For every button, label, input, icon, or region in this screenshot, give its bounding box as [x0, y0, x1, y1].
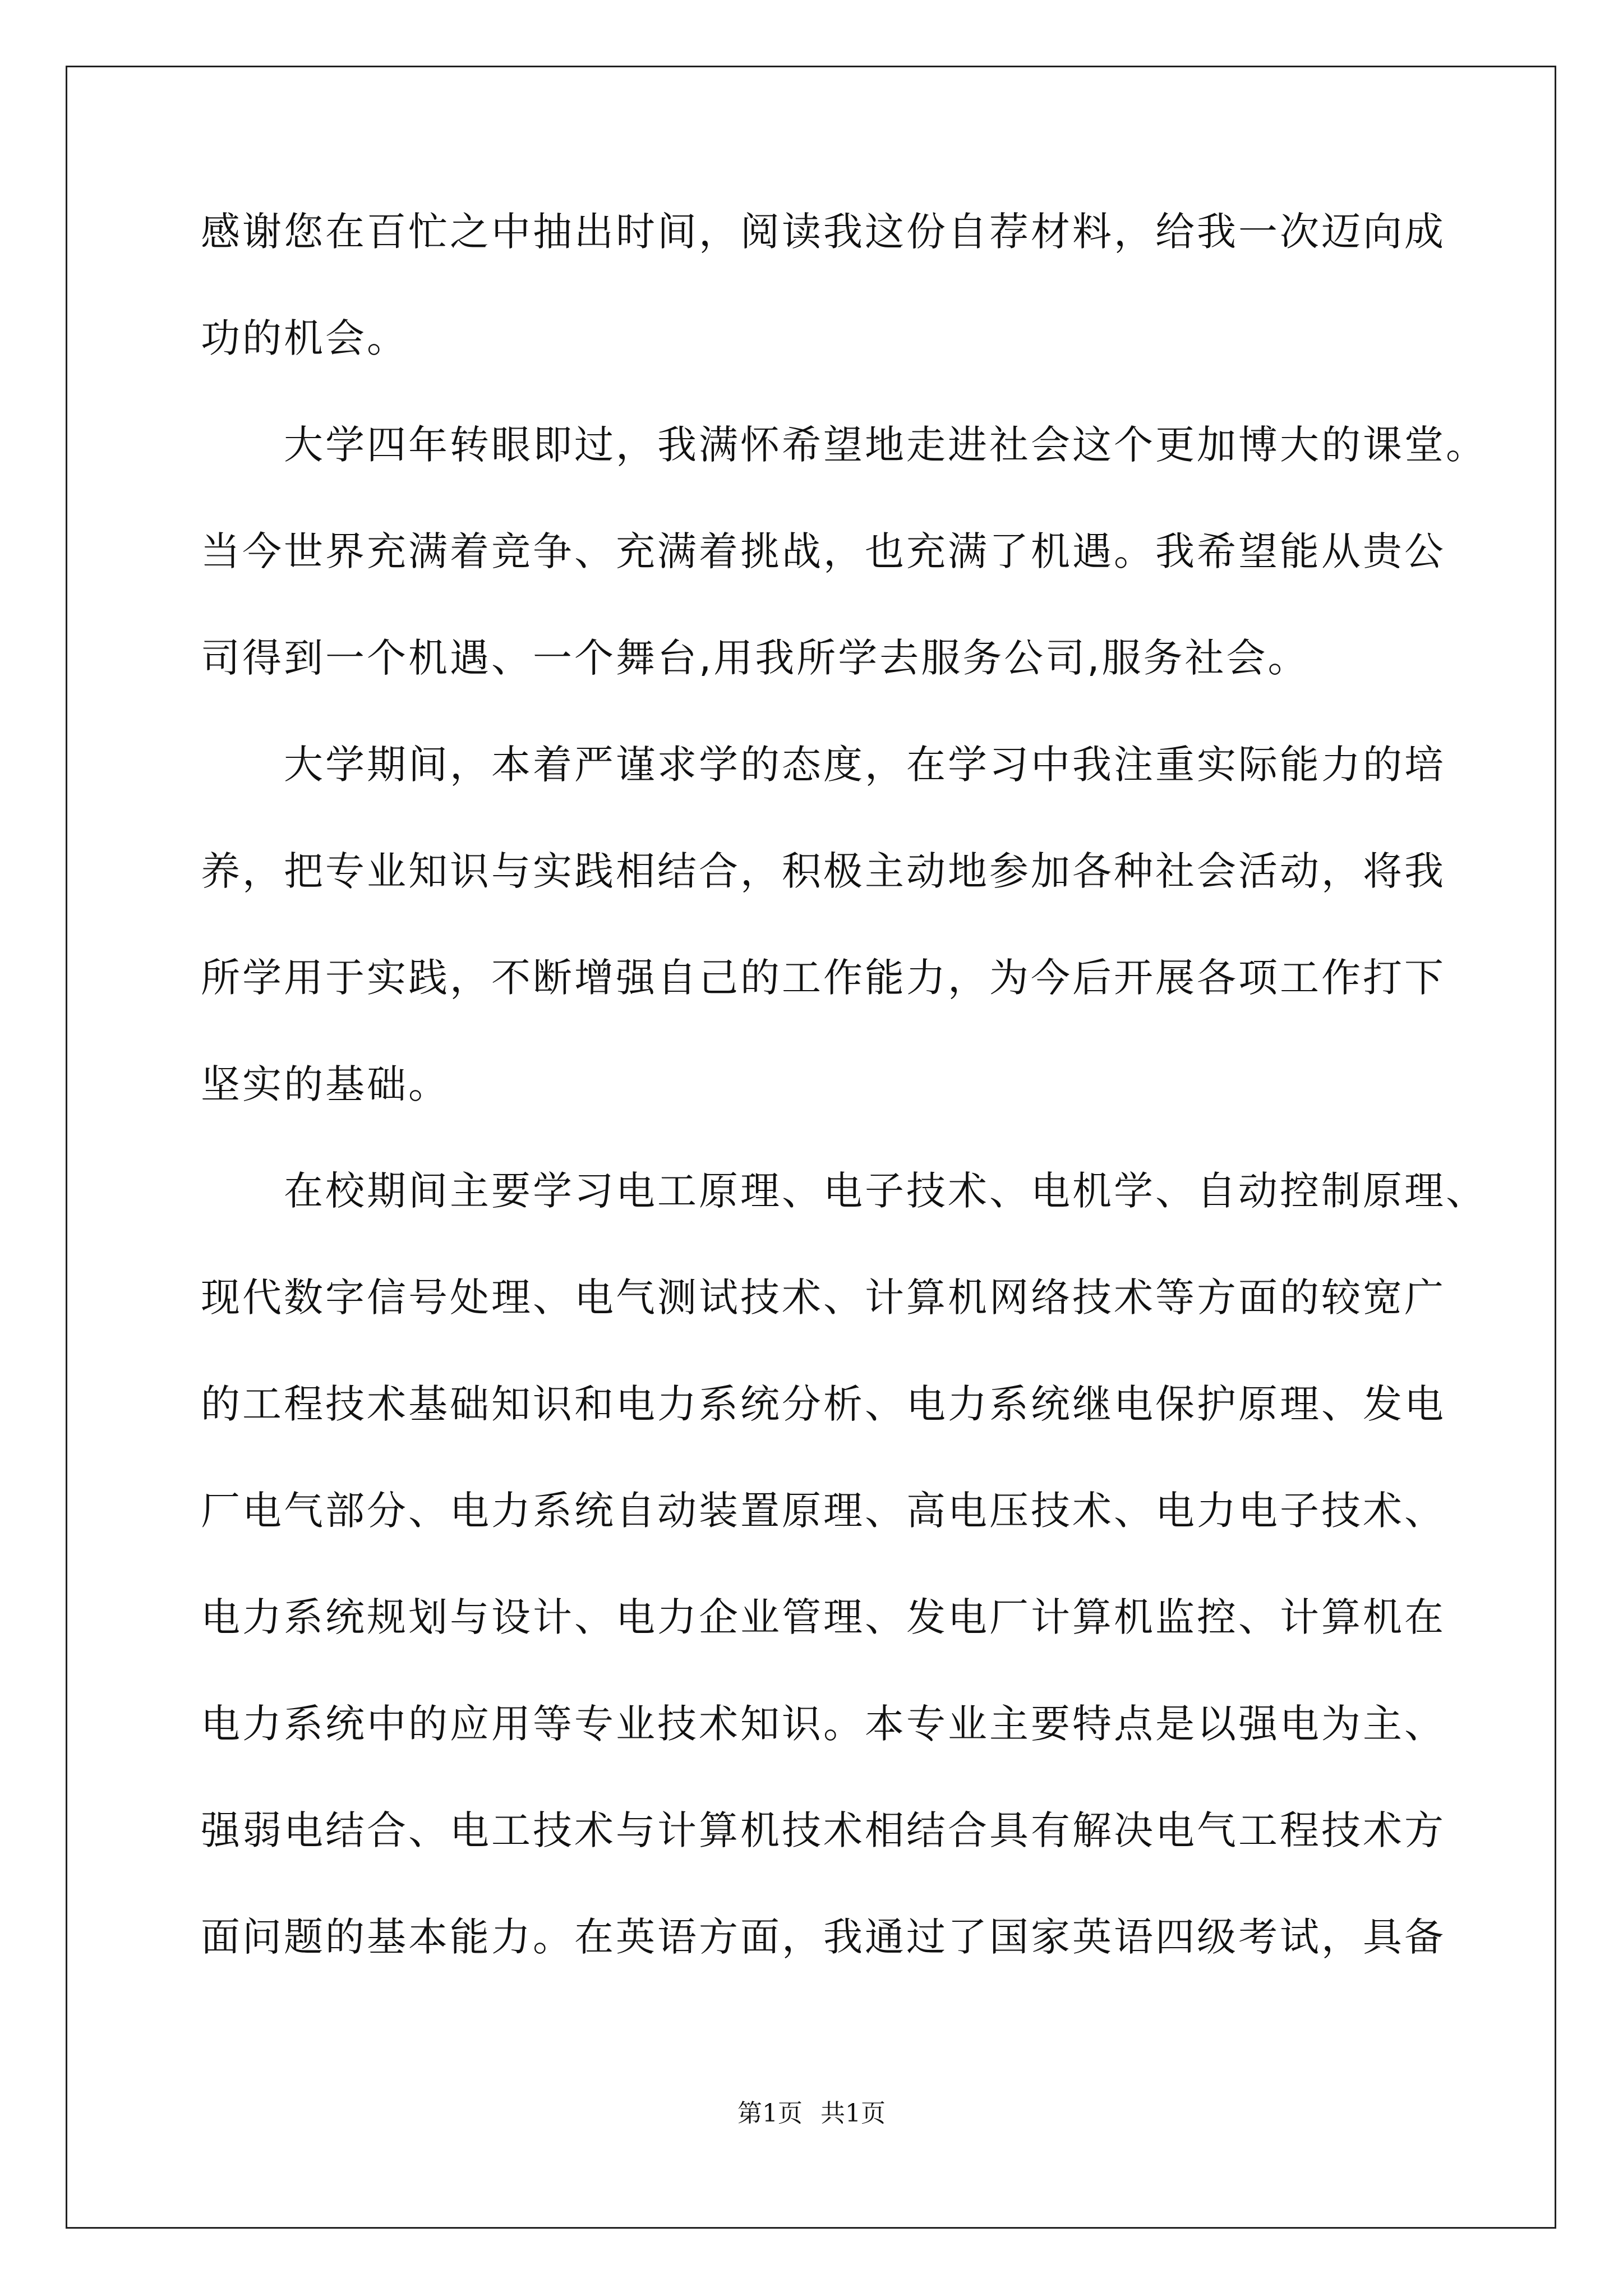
text-line: 现代数字信号处理、电气测试技术、计算机网络技术等方面的较宽广	[201, 1274, 1446, 1320]
text-line: 电力系统中的应用等专业技术知识。本专业主要特点是以强电为主、	[201, 1701, 1446, 1747]
text-line: 司得到一个机遇、一个舞台,用我所学去服务公司,服务社会。	[201, 635, 1310, 681]
document-body	[201, 209, 1487, 2024]
text-line: 所学用于实践，不断增强自己的工作能力，为今后开展各项工作打下	[201, 955, 1446, 1001]
page-footer	[0, 2100, 1623, 2128]
text-line: 电力系统规划与设计、电力企业管理、发电厂计算机监控、计算机在	[201, 1594, 1446, 1640]
text-line: 当今世界充满着竞争、充满着挑战，也充满了机遇。我希望能从贵公	[201, 528, 1446, 574]
text-line: 坚实的基础。	[201, 1061, 450, 1107]
text-line: 面问题的基本能力。在英语方面，我通过了国家英语四级考试，具备	[201, 1914, 1446, 1960]
page-number: 第1页	[737, 2099, 803, 2128]
paragraph-start-line: 在校期间主要学习电工原理、电子技术、电机学、自动控制原理、	[284, 1168, 1487, 1214]
text-line: 厂电气部分、电力系统自动装置原理、高电压技术、电力电子技术、	[201, 1488, 1446, 1534]
paragraph-start-line: 大学期间，本着严谨求学的态度，在学习中我注重实际能力的培	[284, 742, 1446, 788]
paragraph-start-line: 大学四年转眼即过，我满怀希望地走进社会这个更加博大的课堂。	[284, 422, 1487, 468]
text-line: 感谢您在百忙之中抽出时间，阅读我这份自荐材料，给我一次迈向成	[201, 209, 1446, 255]
text-line: 的工程技术基础知识和电力系统分析、电力系统继电保护原理、发电	[201, 1381, 1446, 1427]
text-line: 强弱电结合、电工技术与计算机技术相结合具有解决电气工程技术方	[201, 1807, 1446, 1853]
page-total: 共1页	[820, 2099, 886, 2128]
text-line: 功的机会。	[201, 315, 408, 361]
text-line: 养，把专业知识与实践相结合，积极主动地参加各种社会活动，将我	[201, 848, 1446, 894]
